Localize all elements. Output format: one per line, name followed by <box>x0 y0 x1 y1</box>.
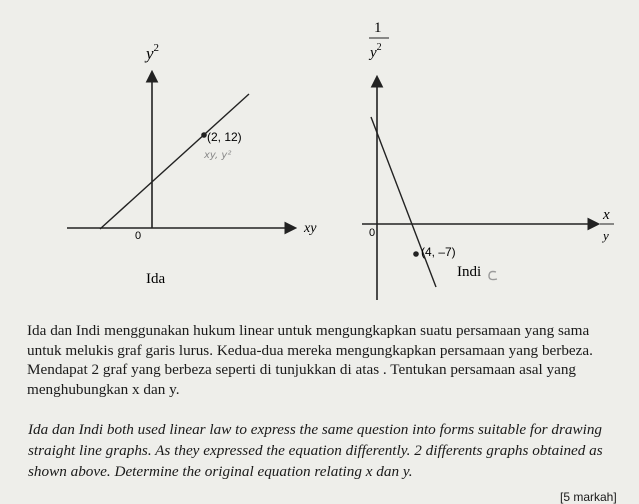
indi-caption: Indi <box>457 264 482 280</box>
indi-line <box>371 117 436 287</box>
ida-x-label: xy <box>304 221 317 236</box>
svg-text:y2: $y^2$ <box>370 42 382 61</box>
indi-handwritten-mark <box>489 272 497 280</box>
question-text-malay: Ida dan Indi menggunakan hukum linear untuk mengungkapkan suatu persamaan yang sama untuk melukis graf garis lurus. Kedua-dua mereka mengungkapkan persamaan yang berbeza. Mendapat 2 graf yang berbeza seperti di tunjukkan di atas . Tentukan persamaan asal yang menghubungkan x dan y. <box>27 322 593 398</box>
ida-caption: Ida <box>146 271 166 287</box>
graph-indi <box>362 20 614 300</box>
ida-line <box>100 94 249 229</box>
indi-point-label: (4, –7) <box>421 245 456 259</box>
ida-handwritten-note: xy, y² <box>204 150 232 161</box>
indi-x-label <box>600 207 614 243</box>
marks-label: [5 markah] <box>560 490 617 504</box>
svg-text:x: x <box>603 207 610 223</box>
indi-origin-label: 0 <box>369 227 376 239</box>
ida-origin-label: 0 <box>135 230 142 242</box>
indi-y-label <box>368 20 389 61</box>
graph-ida <box>67 42 317 287</box>
ida-y-label: $y^2$ <box>146 42 160 63</box>
question-text-english: Ida dan Indi both used linear law to express the same question into forms suitable for drawing straight line graphs. As they expressed the equation differently. 2 differents graphs obtained as shown above. Determine the original equation relating x dan y. <box>28 421 603 480</box>
ida-point <box>201 132 207 138</box>
indi-point <box>413 251 419 257</box>
svg-text:1: 1 <box>374 20 382 36</box>
ida-point-label: (2, 12) <box>207 130 242 144</box>
svg-text:y: y <box>603 228 609 243</box>
